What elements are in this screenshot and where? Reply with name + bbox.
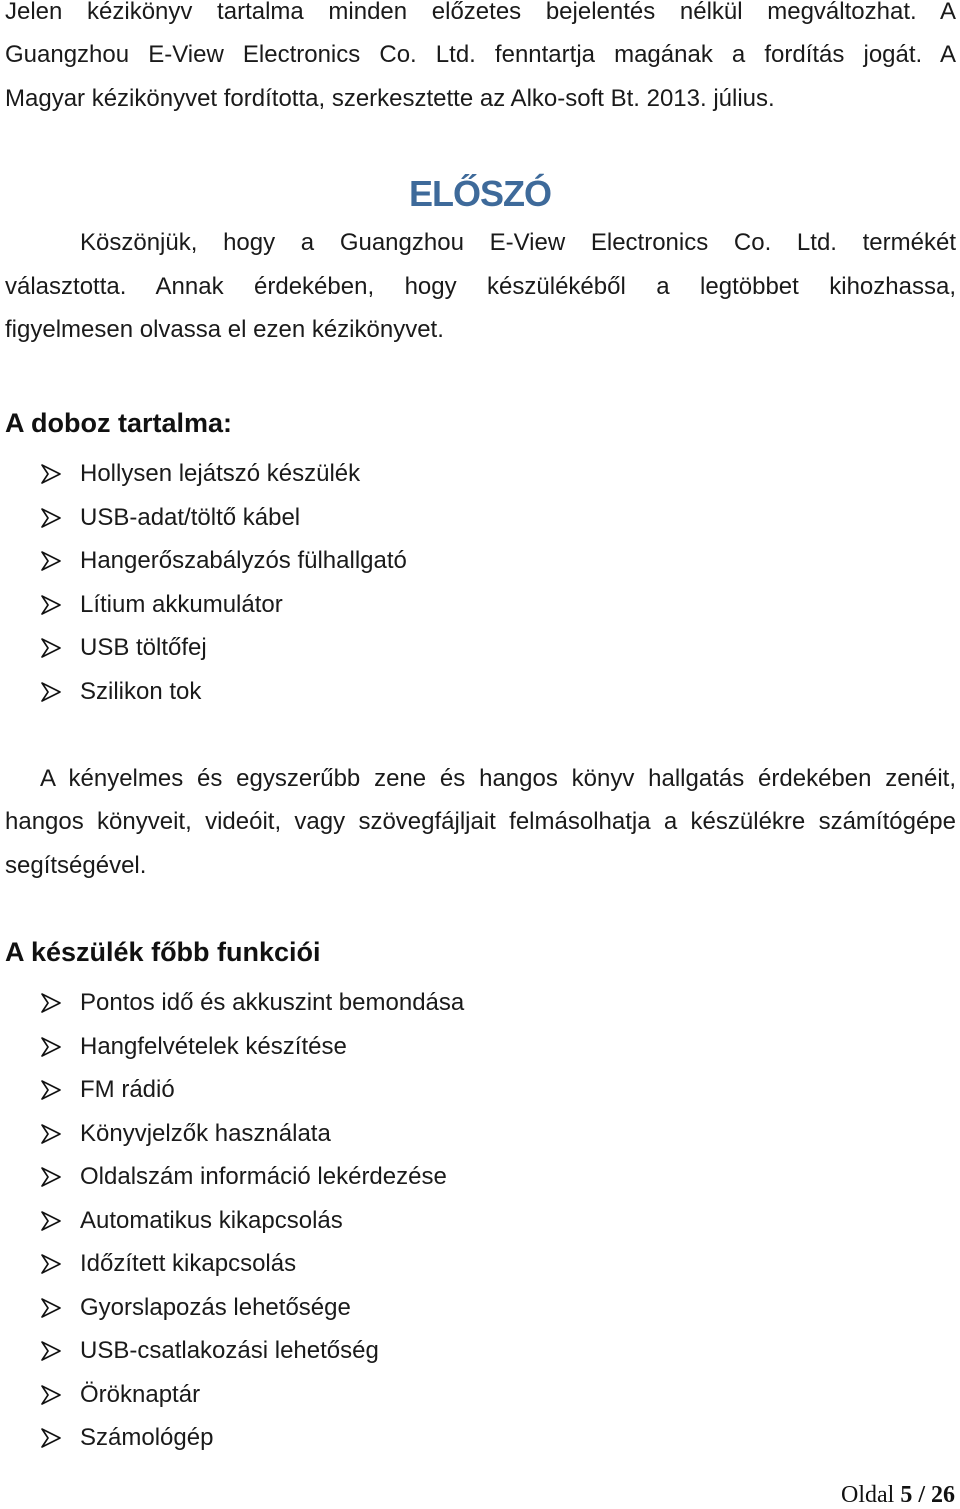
- preface-line-2: választotta. Annak érdekében, hogy készülékéből a legtöbbet kihozhassa,: [5, 273, 956, 300]
- list-item-label: Időzített kikapcsolás: [80, 1250, 297, 1277]
- box-contents-item: [40, 583, 407, 627]
- arrowhead-bullet-icon: [40, 508, 62, 528]
- box-contents-list: [40, 452, 407, 713]
- list-item-label: USB töltőfej: [80, 634, 207, 661]
- usage-line-1: A kényelmes és egyszerűbb zene és hangos könyv hallgatás érdekében zenéit,: [40, 765, 956, 792]
- intro-line-1: Jelen kézikönyv tartalma minden előzetes bejelentés nélkül megváltozhat. A: [5, 0, 956, 25]
- page-footer: [841, 1482, 955, 1509]
- footer-page-number: 5: [900, 1482, 913, 1508]
- arrowhead-bullet-icon: [40, 1341, 62, 1361]
- footer-separator: /: [918, 1482, 925, 1508]
- arrowhead-bullet-icon: [40, 1211, 62, 1231]
- arrowhead-bullet-icon: [40, 682, 62, 702]
- usage-line-3: segítségével.: [5, 852, 147, 879]
- list-item-label: Pontos idő és akkuszint bemondása: [80, 989, 465, 1016]
- list-item-label: USB-adat/töltő kábel: [80, 503, 301, 531]
- feature-item: [40, 1199, 464, 1243]
- arrowhead-bullet-icon: [40, 638, 62, 658]
- arrowhead-bullet-icon: [40, 1254, 62, 1274]
- list-item-label: Oldalszám információ lekérdezése: [80, 1163, 447, 1190]
- usage-line-2: hangos könyveit, videóit, vagy szövegfájljait felmásolhatja a készülékre számítógépe: [5, 808, 956, 835]
- footer-label: Oldal: [841, 1482, 895, 1508]
- arrowhead-bullet-icon: [40, 1124, 62, 1144]
- list-item-label: Hangerőszabályzós fülhallgató: [80, 547, 407, 574]
- arrowhead-bullet-icon: [40, 993, 62, 1013]
- box-contents-item: [40, 452, 407, 496]
- list-item-label: Hollysen lejátszó készülék: [80, 460, 361, 487]
- arrowhead-bullet-icon: [40, 1080, 62, 1100]
- box-contents-heading: A doboz tartalma:: [5, 408, 233, 438]
- arrowhead-bullet-icon: [40, 551, 62, 571]
- arrowhead-bullet-icon: [40, 1298, 62, 1318]
- preface-line-1: Köszönjük, hogy a Guangzhou E-View Electronics Co. Ltd. termékét: [80, 229, 956, 256]
- box-contents-item: [40, 539, 407, 583]
- preface-title: ELŐSZÓ: [408, 173, 551, 214]
- arrowhead-bullet-icon: [40, 1385, 62, 1405]
- feature-item: [40, 1242, 464, 1286]
- list-item-label: Lítium akkumulátor: [80, 590, 283, 618]
- feature-item: [40, 1155, 464, 1199]
- feature-item: [40, 1112, 464, 1156]
- list-item-label: FM rádió: [80, 1076, 175, 1103]
- feature-item: [40, 981, 464, 1025]
- list-item-label: Öröknaptár: [80, 1380, 201, 1408]
- intro-line-3: Magyar kézikönyvet fordította, szerkesztette az Alko-soft Bt. 2013. július.: [5, 85, 775, 112]
- box-contents-item: [40, 626, 407, 670]
- list-item-label: Számológép: [80, 1424, 214, 1451]
- arrowhead-bullet-icon: [40, 1167, 62, 1187]
- feature-item: [40, 1329, 464, 1373]
- list-item-label: Hangfelvételek készítése: [80, 1032, 347, 1060]
- feature-item: [40, 1025, 464, 1069]
- list-item-label: Szilikon tok: [80, 677, 202, 705]
- feature-item: [40, 1286, 464, 1330]
- list-item-label: USB-csatlakozási lehetőség: [80, 1337, 379, 1364]
- feature-item: [40, 1068, 464, 1112]
- feature-item: [40, 1416, 464, 1460]
- arrowhead-bullet-icon: [40, 464, 62, 484]
- box-contents-item: [40, 496, 407, 540]
- arrowhead-bullet-icon: [40, 595, 62, 615]
- list-item-label: Könyvjelzők használata: [80, 1119, 331, 1147]
- intro-line-2: Guangzhou E-View Electronics Co. Ltd. fenntartja magának a fordítás jogát. A: [5, 41, 956, 68]
- arrowhead-bullet-icon: [40, 1428, 62, 1448]
- arrowhead-bullet-icon: [40, 1037, 62, 1057]
- footer-total-pages: 26: [931, 1482, 955, 1508]
- list-item-label: Automatikus kikapcsolás: [80, 1206, 343, 1234]
- box-contents-item: [40, 670, 407, 714]
- feature-item: [40, 1373, 464, 1417]
- features-list: [40, 981, 464, 1460]
- list-item-label: Gyorslapozás lehetősége: [80, 1293, 351, 1321]
- features-heading: A készülék főbb funkciói: [5, 937, 321, 967]
- preface-line-3: figyelmesen olvassa el ezen kézikönyvet.: [5, 316, 444, 343]
